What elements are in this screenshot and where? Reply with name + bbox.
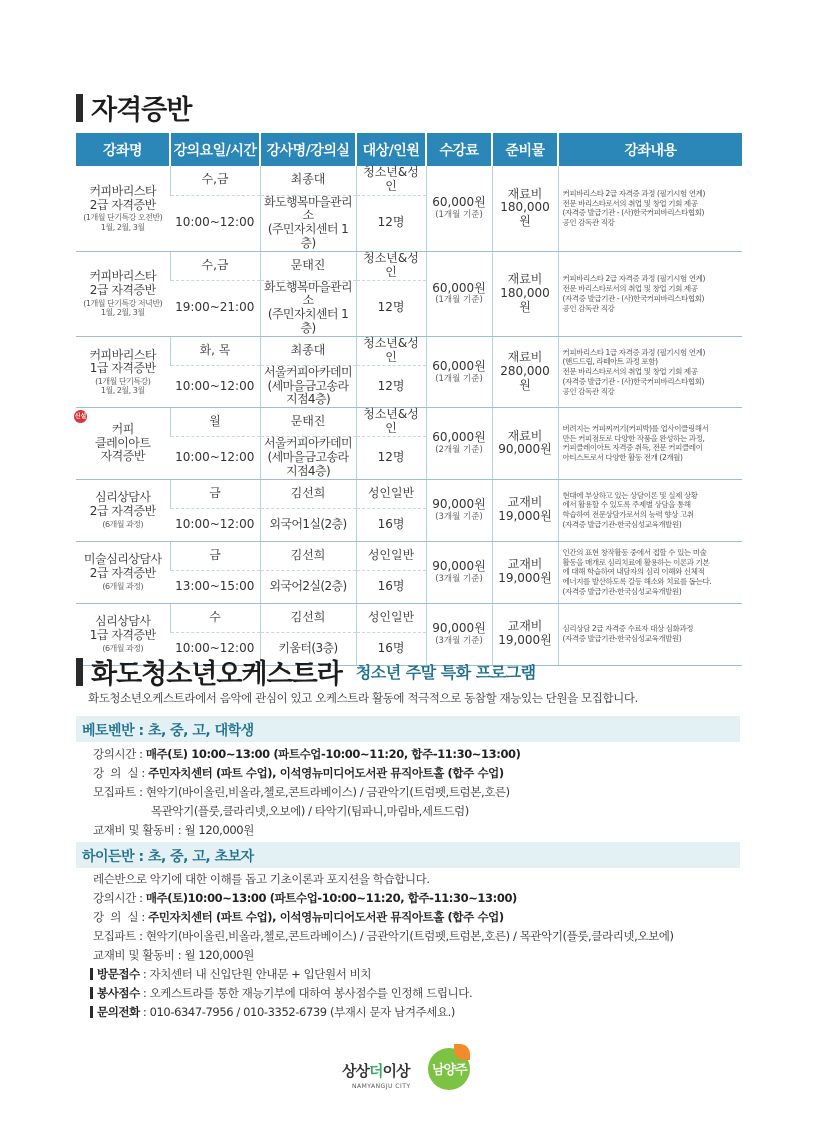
supplies-label: 재료비 [507,350,543,365]
course-content: 커피바리스타 2급 자격증 과정 (필기시험 연계) 전문 바리스타로서의 취업 및 창업 기회 제공 (자격증 발급기관 - (사)한국커피바리스타협회) 공인 감독관 직강 [558,166,742,251]
header-teacher-room: 강사명/강의실 [260,133,356,166]
supplies-label: 교재비 [507,495,543,510]
header-supplies: 준비물 [492,133,558,166]
supplies-label: 교재비 [507,619,543,634]
course-sub: (6개월 과정) [102,581,144,591]
orchestra-intro: 화도청소년오케스트라에서 음악에 관심이 있고 오케스트라 활동에 적극적으로 동참할 재능있는 단원을 모집합니다. [88,691,638,705]
course-room: 서울커피아카데미 (세마을금고송라지점4층) [260,365,356,407]
course-content: 커피바리스타 1급 자격증 과정 (필기시험 연계) (핸드드립, 라떼아트 과정 포함) 전문 바리스타로서의 취업 및 창업 기회 제공 (자격증 발급기관 - (사)한국커피바리스타협회) 공인 감독관 직강 [558,336,742,407]
supplies-amount: 19,000원 [498,571,552,586]
supplies-amount: 280,000원 [500,364,550,392]
supplies-amount: 19,000원 [498,633,552,648]
course-teacher: 문태진 [260,251,356,280]
course-supplies-cell [492,166,558,251]
beethoven-heading: 베토벤반 : 초, 중, 고, 대학생 [82,723,254,739]
table-header-row [76,133,742,166]
header-content: 강좌내용 [558,133,742,166]
course-fee: 60,000원 [432,195,486,210]
course-room: 화도행복마을관리소 (주민자치센터 1층) [260,280,356,336]
namyangju-logo [342,1046,482,1096]
supplies-amount: 180,000원 [500,285,550,314]
course-room: 서울커피아카데미 (세마을금고송라지점4층) [260,437,356,479]
course-fee-cell [426,479,492,541]
course-content: 심리상담 2급 자격증 수료자 대상 심화과정 (자격증 발급기관-한국심성교육개발원) [558,603,742,665]
course-teacher: 문태진 [260,408,356,437]
course-fee: 90,000원 [432,496,486,511]
course-day: 금 [170,541,260,570]
course-time: 10:00~12:00 [170,195,260,251]
haydn-heading: 하이든반 : 초, 중, 고, 초보자 [82,849,254,865]
course-fee-cell [426,336,492,407]
course-name-cell [76,251,170,336]
course-name-cell [76,166,170,251]
logo-city: NAMYANGJU CITY [352,1083,411,1090]
course-capacity: 12명 [356,437,426,479]
course-capacity: 16명 [356,570,426,603]
course-day: 금 [170,479,260,508]
course-fee-cell [426,408,492,479]
course-name-cell [76,541,170,603]
beethoven-fee: 교재비 및 활동비 : 월 120,000원 [93,823,254,837]
course-fee-note: (3개월 기준) [435,511,483,522]
course-target: 청소년&성인 [356,251,426,280]
course-capacity: 16명 [356,508,426,541]
course-fee: 60,000원 [432,358,486,373]
course-day: 수,금 [170,251,260,280]
haydn-room: 강 의 실 : 주민자치센터 (파트 수업), 이석영뉴미디어도서관 뮤직아트홀 (합주 수업) [93,910,504,924]
table-row [76,541,742,570]
course-fee: 60,000원 [432,430,486,445]
course-target: 청소년&성인 [356,408,426,437]
course-name: 심리상담사 1급 자격증반 [89,614,156,643]
course-teacher: 김선희 [260,479,356,508]
course-capacity: 12명 [356,280,426,336]
course-supplies-cell [492,408,558,479]
haydn-fee: 교재비 및 활동비 : 월 120,000원 [93,948,254,962]
course-fee-cell [426,166,492,251]
course-time: 13:00~15:00 [170,570,260,603]
course-fee-note: (2개월 기준) [435,444,483,455]
section-subtitle: 청소년 주말 특화 프로그램 [355,663,536,682]
table-row [76,603,742,632]
haydn-heading-band [76,842,740,868]
course-target: 성인일반 [356,603,426,632]
supplies-label: 재료비 [507,272,543,287]
course-day: 수,금 [170,166,260,195]
info-phone: 문의전화 : 010-6347-7956 / 010-3352-6739 (부재시 문자 남겨주세요.) [90,1002,472,1021]
course-sub: (1개월 단기특강 오전반) 1월, 2월, 3월 [83,213,163,232]
beethoven-parts: 모집파트 : 현악기(바이올린,비올라,첼로,콘트라베이스) / 금관악기(트럼펫,트럼본,호른) [93,785,510,799]
course-name: 커피바리스타 1급 자격증반 [89,347,157,376]
table-row [76,251,742,280]
course-content: 버려지는 커피찌꺼기(커피박)를 업사이클링해서 만든 커피점토로 다양한 작품을 완성하는 과정, 커피클레이아트 자격증 취득, 전문 커피클레이 아티스트로서 다양한 활동 전개 (2개월) [558,408,742,479]
title-bar [76,658,83,686]
course-capacity: 16명 [356,632,426,665]
course-fee-cell [426,251,492,336]
course-time: 10:00~12:00 [170,632,260,665]
title-bar [76,94,83,122]
course-name-cell [76,336,170,407]
logo-slogan: 상상더이상 [342,1062,410,1080]
supplies-amount: 19,000원 [498,509,552,524]
course-target: 청소년&성인 [356,166,426,195]
course-name-cell [76,479,170,541]
haydn-desc: 레슨반으로 악기에 대한 이해를 돕고 기초이론과 포지션을 학습합니다. [93,872,430,886]
header-course-name: 강좌명 [76,133,170,166]
course-supplies-cell [492,251,558,336]
header-day-time: 강의요일/시간 [170,133,260,166]
course-content: 인간의 표현 창작활동 중에서 접할 수 있는 미술 활동을 매개로 심리치료에 활용하는 이론과 기본 에 대해 학습하여 내담자의 심리 이해와 신체적 에너지를 발산하도록 갈등 해소와 치료를 돕는다. (자격증 발급기관-한국심성교육개발원) [558,541,742,603]
course-name: 커피바리스타 2급 자격증반 [89,269,157,298]
course-fee: 90,000원 [432,558,486,573]
info-volunteer: 봉사점수 : 오케스트라를 통한 재능기부에 대하여 봉사점수를 인정해 드립니다. [90,983,472,1002]
haydn-time: 강의시간 : 매주(토)10:00~13:00 (파트수업-10:00~11:20, 합주-11:30~13:00) [93,891,517,905]
course-name: 커피 클레이아트 자격증반 [95,421,151,464]
course-time: 10:00~12:00 [170,437,260,479]
logo-emblem: 남양주 [428,1048,470,1090]
header-target: 대상/인원 [356,133,426,166]
course-name-cell [76,408,170,479]
supplies-amount: 90,000원 [498,442,552,457]
beethoven-room: 강 의 실 : 주민자치센터 (파트 수업), 이석영뉴미디어도서관 뮤직아트홀 (합주 수업) [93,766,504,780]
haydn-details [93,871,674,966]
course-day: 화, 목 [170,336,260,365]
beethoven-heading-band [76,716,740,742]
course-name: 커피바리스타 2급 자격증반 [89,183,157,212]
table-row [76,479,742,508]
course-teacher: 김선희 [260,603,356,632]
course-name: 심리상담사 2급 자격증반 [89,490,156,519]
beethoven-time: 강의시간 : 매주(토) 10:00~13:00 (파트수업-10:00~11:20, 합주-11:30~13:00) [93,747,521,761]
course-fee-note: (1개월 기준) [435,295,483,306]
course-time: 10:00~12:00 [170,508,260,541]
course-supplies-cell [492,541,558,603]
course-fee-cell [426,541,492,603]
course-name: 미술심리상담사 2급 자격증반 [83,552,162,581]
supplies-label: 교재비 [507,557,543,572]
course-fee-note: (1개월 기준) [435,209,483,220]
course-supplies-cell [492,336,558,407]
course-room: 키움터(3층) [260,632,356,665]
course-capacity: 12명 [356,195,426,251]
course-capacity: 12명 [356,365,426,407]
course-target: 성인일반 [356,541,426,570]
course-content: 커피바리스타 2급 자격증 과정 (필기시험 연계) 전문 바리스타로서의 취업 및 창업 기회 제공 (자격증 발급기관 - (사)한국커피바리스타협회) 공인 감독관 직강 [558,251,742,336]
course-day: 수 [170,603,260,632]
course-teacher: 김선희 [260,541,356,570]
course-teacher: 최종대 [260,336,356,365]
course-sub: (1개월 단기특강) 1월, 2월, 3월 [95,377,151,396]
course-time: 19:00~21:00 [170,280,260,336]
table-row [76,166,742,195]
course-target: 청소년&성인 [356,336,426,365]
course-sub: (1개월 단기특강 저녁반) 1월, 2월, 3월 [83,298,163,318]
table-row [76,408,742,437]
course-supplies-cell [492,479,558,541]
beethoven-parts-cont: 목관악기(플룻,클라리넷,오보에) / 타악기(팀파니,마림바,세트드럼) [151,804,469,818]
course-table [76,133,742,666]
course-room: 화도행복마을관리소 (주민자치센터 1층) [260,195,356,251]
course-target: 성인일반 [356,479,426,508]
section-title-orchestra [76,652,536,691]
course-fee-note: (1개월 기준) [435,373,483,384]
header-fee: 수강료 [426,133,492,166]
contact-info [90,964,472,1021]
supplies-amount: 180,000원 [500,200,550,229]
course-fee-note: (3개월 기준) [435,635,483,646]
info-visit: 방문접수 : 자치센터 내 신입단원 안내문 + 입단원서 비치 [90,964,472,983]
course-sub: (6개월 과정) [102,643,144,653]
haydn-parts: 모집파트 : 현악기(바이올린,비올라,첼로,콘트라베이스) / 금관악기(트럼펫,트럼본,호른) / 목관악기(플룻,클라리넷,오보에) [93,929,674,943]
supplies-label: 재료비 [507,428,543,443]
course-room: 외국어1실(2층) [260,508,356,541]
course-fee: 90,000원 [432,620,486,635]
course-teacher: 최종대 [260,166,356,195]
course-fee: 60,000원 [432,280,486,295]
course-content: 현대에 부상하고 있는 상담이론 및 실제 상황 에서 활용할 수 있도록 주제별 상담을 통해 학습하여 전문상담가로서의 능력 향상 고취 (자격증 발급기관-한국심성교육개발원) [558,479,742,541]
course-fee-note: (3개월 기준) [435,573,483,584]
course-day: 월 [170,408,260,437]
table-row [76,336,742,365]
section-title-text: 화도청소년오케스트라 [91,659,342,690]
beethoven-details [93,746,521,841]
course-time: 10:00~12:00 [170,365,260,407]
course-sub: (6개월 과정) [102,519,144,529]
new-badge: 신설 [74,410,87,423]
section-title-text: 자격증반 [91,95,192,126]
supplies-label: 재료비 [507,186,543,201]
course-room: 외국어2실(2층) [260,570,356,603]
section-title-certificate [76,88,191,127]
